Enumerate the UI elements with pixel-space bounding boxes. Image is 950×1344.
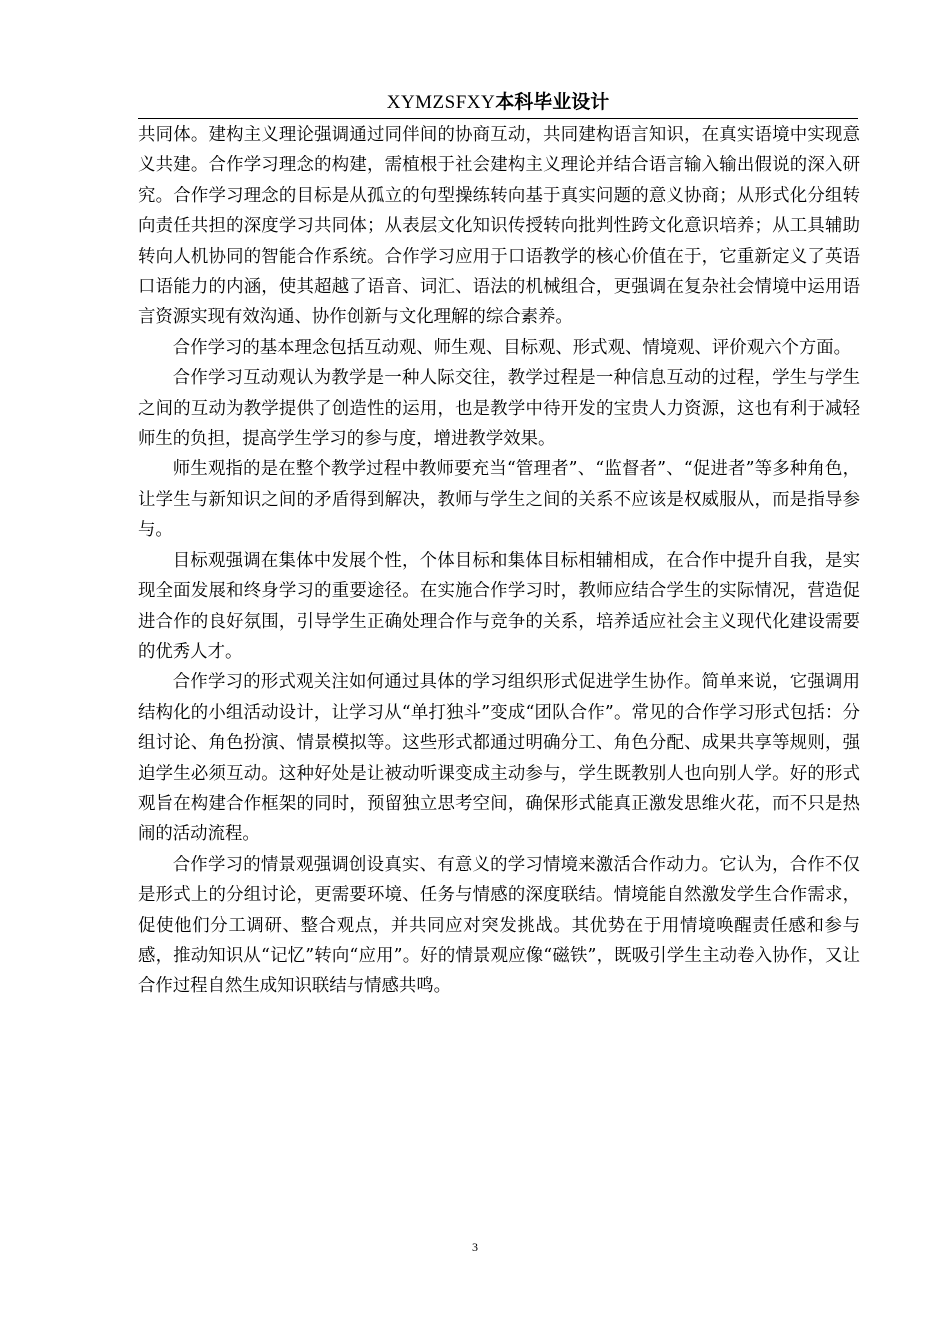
paragraph-continuation: 共同体。建构主义理论强调通过同伴间的协商互动，共同建构语言知识，在真实语境中实现意义共建。合作学习理念的构建，需植根于社会建构主义理论并结合语言输入输出假说的深入研究。合作学习理念的目标是从孤立的句型操练转向基于真实问题的意义协商；从形式化分组转向责任共担的深度学习共同体；从表层文化知识传授转向批判性跨文化意识培养；从工具辅助转向人机协同的智能合作系统。合作学习应用于口语教学的核心价值在于，它重新定义了英语口语能力的内涵，使其超越了语音、词汇、语法的机械组合，更强调在复杂社会情境中运用语言资源实现有效沟通、协作创新与文化理解的综合素养。 <box>138 125 860 328</box>
paragraph-form-view: 合作学习的形式观关注如何通过具体的学习组织形式促进学生协作。简单来说，它强调用结构化的小组活动设计，让学习从“单打独斗”变成“团队合作”。常见的合作学习形式包括：分组讨论、角色扮演、情景模拟等。这些形式都通过明确分工、角色分配、成果共享等规则，强迫学生必须互动。这种好处是让被动听课变成主动参与，学生既教别人也向别人学。好的形式观旨在构建合作框架的同时，预留独立思考空间，确保形式能真正激发思维火花，而不只是热闹的活动流程。 <box>138 672 860 845</box>
paragraph-goal-view: 目标观强调在集体中发展个性，个体目标和集体目标相辅相成，在合作中提升自我，是实现全面发展和终身学习的重要途径。在实施合作学习时，教师应结合学生的实际情况，营造促进合作的良好氛围，引导学生正确处理合作与竞争的关系，培养适应社会主义现代化建设需要的优秀人才。 <box>138 550 860 662</box>
document-body <box>138 120 860 1002</box>
page-header <box>138 88 858 119</box>
paragraph-interaction-view: 合作学习互动观认为教学是一种人际交往，教学过程是一种信息互动的过程，学生与学生之间的互动为教学提供了创造性的运用，也是教学中待开发的宝贵人力资源，这也有利于减轻师生的负担，提高学生学习的参与度，增进教学效果。 <box>138 368 860 450</box>
header-title: 本科毕业设计 <box>495 91 610 113</box>
paragraph-six-concepts: 合作学习的基本理念包括互动观、师生观、目标观、形式观、情境观、评价观六个方面。 <box>172 337 852 358</box>
header-code: XYMZSFXY <box>386 92 496 113</box>
page-number: 3 <box>472 1240 478 1254</box>
paragraph-situation-view: 合作学习的情景观强调创设真实、有意义的学习情境来激活合作动力。它认为，合作不仅是形式上的分组讨论，更需要环境、任务与情感的深度联结。情境能自然激发学生合作需求，促使他们分工调研、整合观点，并共同应对突发挑战。其优势在于用情境唤醒责任感和参与感，推动知识从“记忆”转向“应用”。好的情景观应像“磁铁”，既吸引学生主动卷入协作，又让合作过程自然生成知识联结与情感共鸣。 <box>138 854 860 997</box>
paragraph-teacher-student-view: 师生观指的是在整个教学过程中教师要充当“管理者”、“监督者”、“促进者”等多种角色，让学生与新知识之间的矛盾得到解决，教师与学生之间的关系不应该是权威服从，而是指导参与。 <box>138 459 860 541</box>
